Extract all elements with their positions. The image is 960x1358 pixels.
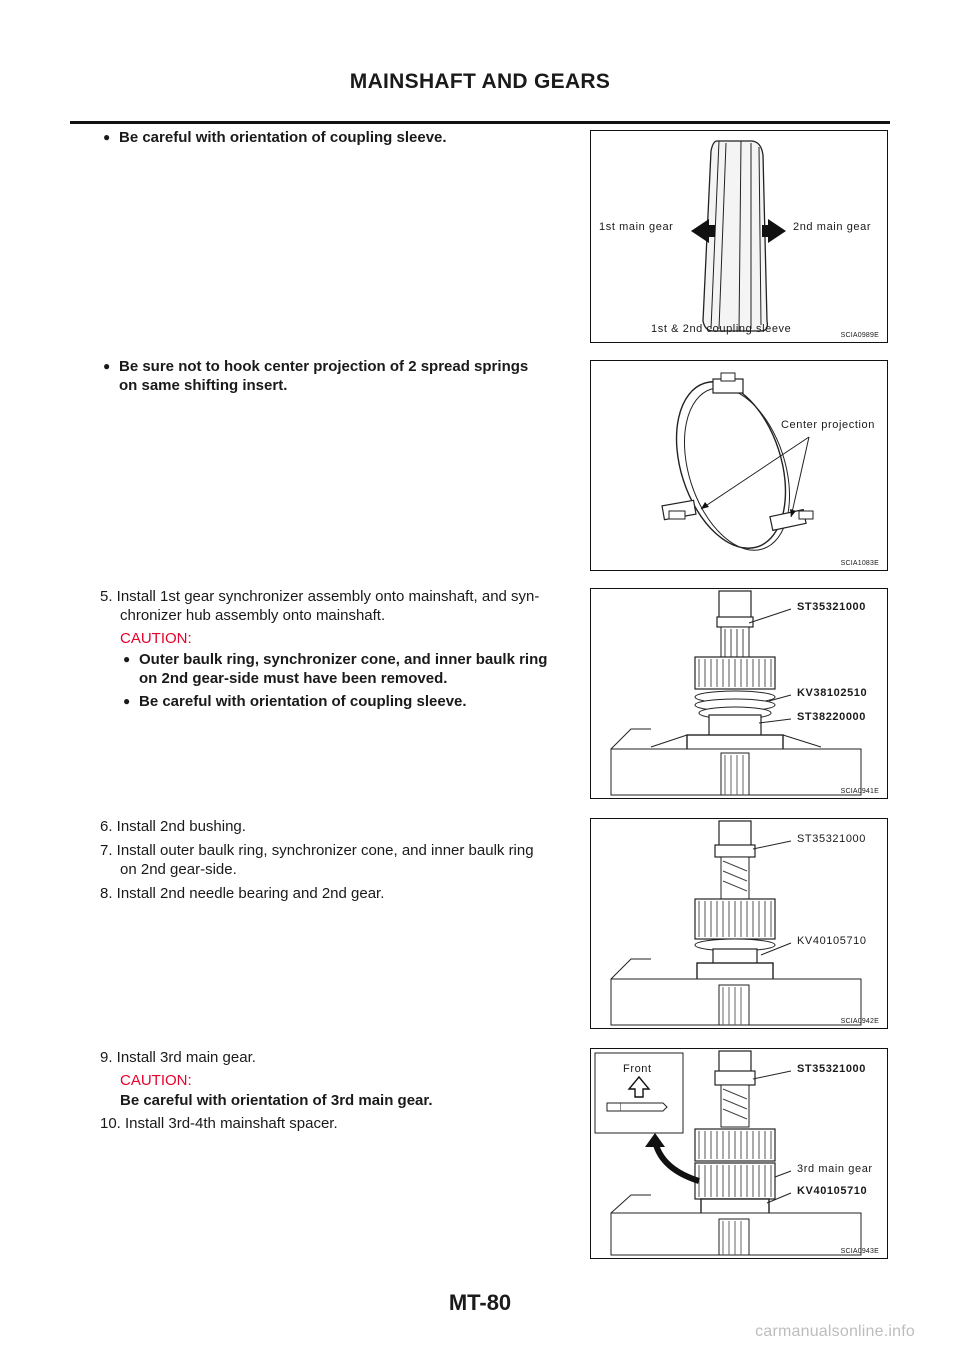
coupling-sleeve-drawing — [591, 131, 887, 342]
label-kv38102510: KV38102510 — [797, 687, 868, 699]
bullet-dot-icon: ● — [103, 359, 111, 373]
step-text: chronizer hub assembly onto mainshaft. — [120, 607, 386, 624]
step-9: 9. Install 3rd main gear. — [100, 1049, 256, 1066]
bullet-spread-springs — [100, 357, 595, 395]
caution-label: CAUTION: — [120, 630, 192, 647]
bullet-text: Outer baulk ring, synchronizer cone, and inner baulk ring — [139, 651, 548, 668]
bullet-dot-icon: ● — [123, 694, 131, 708]
bullet-text: on 2nd gear-side must have been removed. — [139, 670, 448, 687]
page-number: MT-80 — [448, 1290, 512, 1315]
figure-id: SCIA0989E — [840, 332, 879, 339]
label-1st-main-gear: 1st main gear — [599, 221, 674, 233]
bullet-text: Be careful with orientation of coupling sleeve. — [139, 693, 467, 710]
step-text: 7. Install outer baulk ring, synchronizer cone, and inner baulk ring — [100, 842, 534, 859]
label-st35321000: ST35321000 — [797, 1063, 866, 1075]
bullet-text: Be careful with orientation of coupling sleeve. — [119, 129, 447, 146]
caution-label: CAUTION: — [120, 1072, 192, 1089]
step-6: 6. Install 2nd bushing. — [100, 818, 246, 835]
figure-coupling-sleeve — [590, 130, 888, 343]
step-7 — [100, 841, 596, 879]
press-drawing — [591, 1049, 887, 1258]
figure-id: SCIA1083E — [840, 560, 879, 567]
bullet-coupling-sleeve — [100, 128, 595, 147]
label-st35321000: ST35321000 — [797, 601, 866, 613]
press-drawing — [591, 819, 887, 1028]
label-coupling-sleeve: 1st & 2nd coupling sleeve — [651, 323, 792, 335]
label-kv40105710: KV40105710 — [797, 1185, 868, 1197]
step-text: on 2nd gear-side. — [120, 861, 237, 878]
figure-press-3rd-main-gear — [590, 1048, 888, 1259]
step-text: 5. Install 1st gear synchronizer assembly onto mainshaft, and syn- — [100, 588, 540, 605]
bullet-dot-icon: ● — [123, 652, 131, 666]
caution-bullet-baulk-ring — [100, 650, 595, 688]
label-st38220000: ST38220000 — [797, 711, 866, 723]
label-kv40105710: KV40105710 — [797, 935, 867, 947]
watermark-link[interactable]: carmanualsonline.info — [755, 1323, 915, 1340]
label-2nd-main-gear: 2nd main gear — [793, 221, 872, 233]
figure-press-st38220000 — [590, 588, 888, 799]
figure-spread-springs — [590, 360, 888, 571]
label-st35321000: ST35321000 — [797, 833, 866, 845]
bullet-text: on same shifting insert. — [119, 377, 288, 394]
step-10: 10. Install 3rd-4th mainshaft spacer. — [100, 1115, 338, 1132]
figure-id: SCIA0941E — [840, 788, 879, 795]
label-front: Front — [623, 1063, 652, 1075]
figure-id: SCIA0943E — [840, 1248, 879, 1255]
step-8: 8. Install 2nd needle bearing and 2nd gear. — [100, 885, 385, 902]
caution-bullet-coupling-sleeve — [100, 692, 595, 711]
caution-text-3rd-gear: Be careful with orientation of 3rd main gear. — [120, 1092, 433, 1109]
page-title: MAINSHAFT AND GEARS — [349, 70, 611, 93]
bullet-text: Be sure not to hook center projection of 2 spread springs — [119, 358, 529, 375]
header-rule — [70, 121, 890, 124]
spread-springs-drawing — [591, 361, 887, 570]
label-center-projection: Center projection — [781, 419, 875, 431]
bullet-dot-icon: ● — [103, 130, 111, 144]
label-3rd-main-gear: 3rd main gear — [797, 1163, 873, 1175]
figure-press-kv40105710 — [590, 818, 888, 1029]
figure-id: SCIA0942E — [840, 1018, 879, 1025]
step-5 — [100, 587, 596, 625]
